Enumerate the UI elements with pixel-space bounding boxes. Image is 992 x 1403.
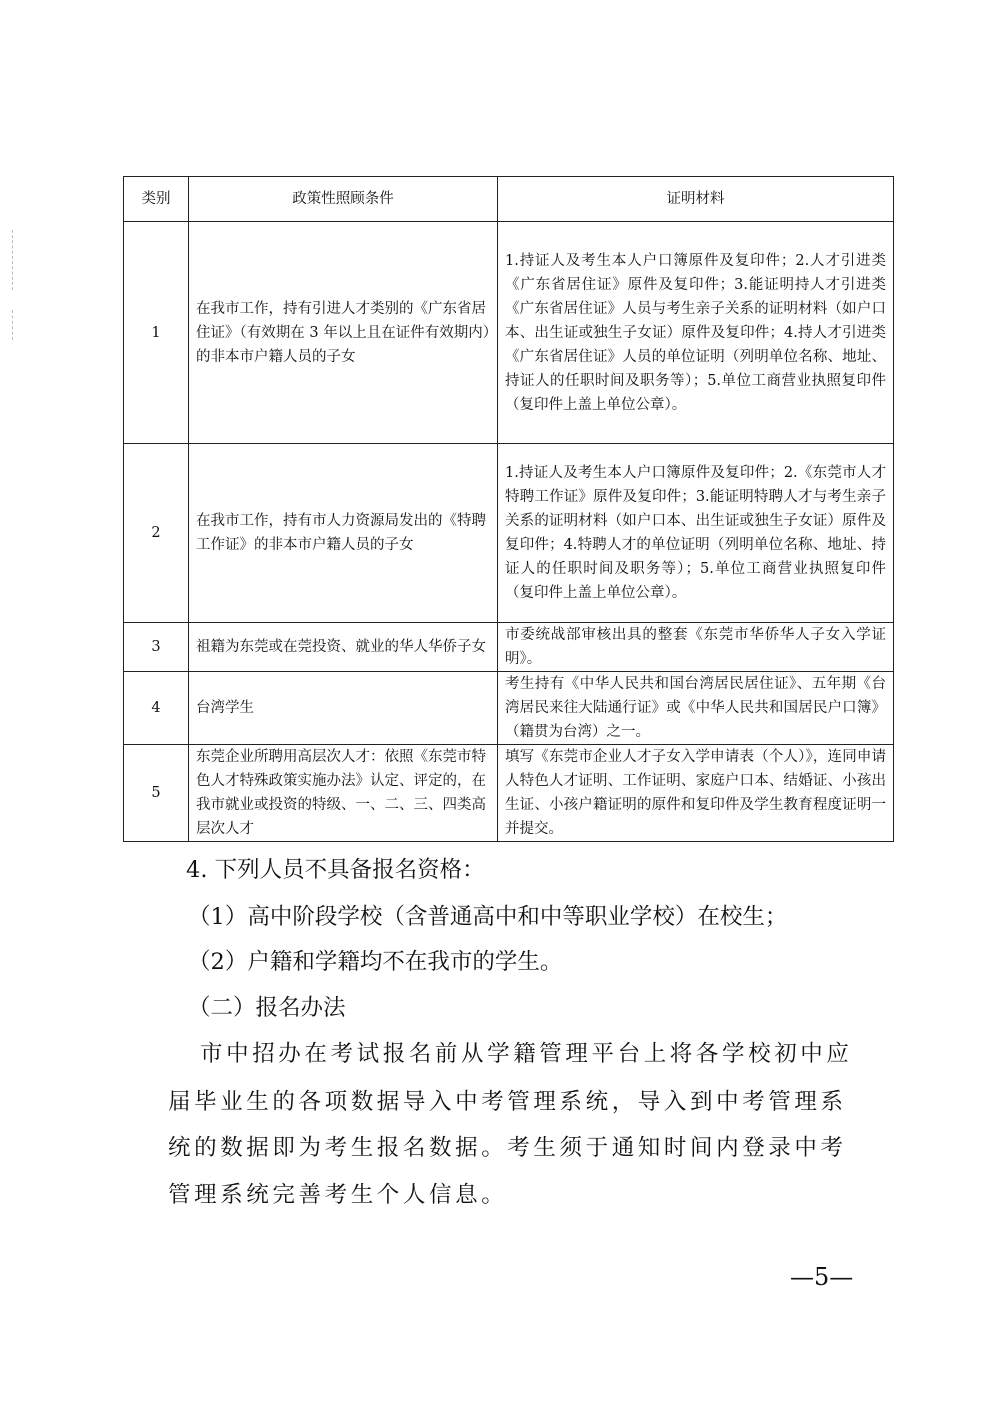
section-heading: （二）报名办法	[188, 995, 346, 1021]
row-materials: 1.持证人及考生本人户口簿原件及复印件；2.人才引进类《广东省居住证》原件及复印件；3.能证明持人才引进类《广东省居住证》人员与考生亲子关系的证明材料（如户口本、出生证或独生子女证）原件及复印件；4.持人才引进类《广东省居住证》人员的单位证明（列明单位名称、地址、持证人的任职时间及职务等）；5.单位工商营业执照复印件（复印件上盖上单位公章）。	[498, 222, 894, 444]
header-category: 类别	[124, 177, 189, 222]
row-materials: 市委统战部审核出具的整套《东莞市华侨华人子女入学证明》。	[498, 623, 894, 672]
row-condition: 台湾学生	[189, 672, 498, 745]
row-materials: 填写《东莞市企业人才子女入学申请表（个人）》，连同申请人特色人才证明、工作证明、家庭户口本、结婚证、小孩出生证、小孩户籍证明的原件和复印件及学生教育程度证明一并提交。	[498, 745, 894, 842]
body-paragraph-line: 届毕业生的各项数据导入中考管理系统，导入到中考管理系	[168, 1089, 847, 1115]
row-condition: 在我市工作，持有引进人才类别的《广东省居住证》（有效期在 3 年以上且在证件有效期内）的非本市户籍人员的子女	[189, 222, 498, 444]
row-category: 5	[124, 745, 189, 842]
table-row	[124, 222, 894, 444]
ineligible-item-2: （2）户籍和学籍均不在我市的学生。	[188, 949, 563, 975]
table-row	[124, 623, 894, 672]
header-condition: 政策性照顾条件	[189, 177, 498, 222]
row-condition: 在我市工作，持有市人力资源局发出的《特聘工作证》的非本市户籍人员的子女	[189, 444, 498, 623]
body-paragraph-line: 管理系统完善考生个人信息。	[168, 1182, 508, 1208]
row-materials: 1.持证人及考生本人户口簿原件及复印件；2.《东莞市人才特聘工作证》原件及复印件；3.能证明特聘人才与考生亲子关系的证明材料（如户口本、出生证或独生子女证）原件及复印件；4.特聘人才的单位证明（列明单位名称、地址、持证人的任职时间及职务等）；5.单位工商营业执照复印件（复印件上盖上单位公章）。	[498, 444, 894, 623]
row-category: 2	[124, 444, 189, 623]
row-condition: 东莞企业所聘用高层次人才：依照《东莞市特色人才特殊政策实施办法》认定、评定的，在我市就业或投资的特级、一、二、三、四类高层次人才	[189, 745, 498, 842]
body-paragraph-line: 市中招办在考试报名前从学籍管理平台上将各学校初中应	[200, 1041, 853, 1067]
row-category: 3	[124, 623, 189, 672]
row-materials: 考生持有《中华人民共和国台湾居民居住证》、五年期《台湾居民来往大陆通行证》或《中华人民共和国居民户口簿》（籍贯为台湾）之一。	[498, 672, 894, 745]
policy-table	[123, 176, 894, 842]
table-row	[124, 672, 894, 745]
row-condition: 祖籍为东莞或在莞投资、就业的华人华侨子女	[189, 623, 498, 672]
row-category: 1	[124, 222, 189, 444]
page-number: —5—	[790, 1263, 854, 1291]
binding-margin-mark	[12, 230, 14, 290]
binding-margin-mark	[12, 310, 14, 340]
body-paragraph-line: 统的数据即为考生报名数据。考生须于通知时间内登录中考	[168, 1135, 847, 1161]
table-row	[124, 745, 894, 842]
table-header-row	[124, 177, 894, 222]
table-row	[124, 444, 894, 623]
header-materials: 证明材料	[498, 177, 894, 222]
row-category: 4	[124, 672, 189, 745]
ineligible-item-1: （1）高中阶段学校（含普通高中和中等职业学校）在校生；	[188, 904, 788, 930]
ineligible-heading: 4. 下列人员不具备报名资格：	[186, 857, 485, 883]
